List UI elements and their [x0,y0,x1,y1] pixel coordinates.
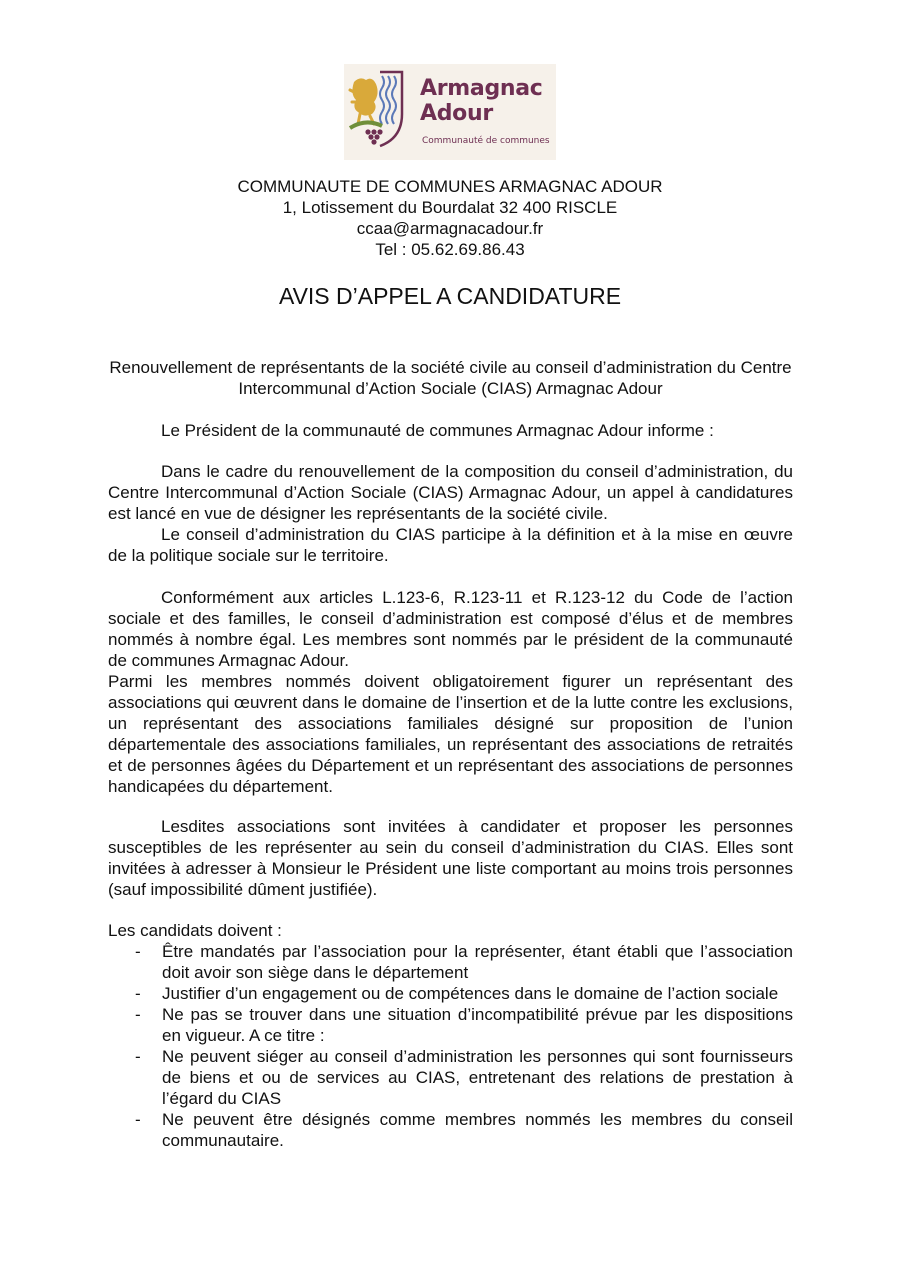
list-item: - Être mandatés par l’association pour la représenter, étant établi que l’association doit avoir son siège dans le département [108,941,793,983]
logo-wordmark [420,76,543,126]
logo-tagline: Communauté de communes [422,136,550,146]
list-item: - Justifier d’un engagement ou de compétences dans le domaine de l’action sociale [108,983,793,1004]
logo-name-line2: Adour [420,101,493,126]
candidates-heading: Les candidats doivent : [108,921,282,940]
intro-paragraph [108,420,793,441]
list-item: - Ne peuvent être désignés comme membres nommés les membres du conseil communautaire. [108,1109,793,1151]
paragraph-required-members: Parmi les membres nommés doivent obligatoirement figurer un représentant des associations qui œuvrent dans le domaine de l’insertion et de la lutte contre les exclusions, un représentant des associations familiales désigné sur proposition de l’union départementale des associations familiales, un représentant des associations de retraités et de personnes âgées du Département et un représentant des associations de personnes handicapées du département. [108,672,793,796]
paragraph-role: Le conseil d’administration du CIAS participe à la définition et à la mise en œuvre de la politique sociale sur le territoire. [108,525,793,565]
logo-name-line1: Armagnac [420,76,543,101]
lion-crest-icon [346,68,412,154]
organization-logo [344,64,556,160]
paragraph-articles: Conformément aux articles L.123-6, R.123-11 et R.123-12 du Code de l’action sociale et des familles, le conseil d’administration est composé d’élus et de membres nommés à nombre égal. Les membres sont nommés par le président de la communauté de communes Armagnac Adour. [108,588,793,670]
paragraph-invitation: Lesdites associations sont invitées à candidater et proposer les personnes susceptibles de les représenter au sein du conseil d’administration du CIAS. Elles sont invitées à adresser à Monsieur le Président une liste comportant au moins trois personnes (sauf impossibilité dûment justifiée). [108,817,793,899]
composition-section [108,587,793,797]
page-title: AVIS D’APPEL A CANDIDATURE [278,283,622,309]
organization-address: 1, Lotissement du Bourdalat 32 400 RISCLE [282,198,618,217]
candidates-list [108,941,793,1151]
organization-name: COMMUNAUTE DE COMMUNES ARMAGNAC ADOUR [237,177,663,196]
notice-subject: Renouvellement de représentants de la société civile au conseil d’administration du Centre Intercommunal d’Action Sociale (CIAS) Armagnac Adour [109,358,792,398]
context-section [108,461,793,566]
intro-text: Le Président de la communauté de communes Armagnac Adour informe : [161,421,714,440]
list-item: - Ne peuvent siéger au conseil d’administration les personnes qui sont fournisseurs de biens et ou de services au CIAS, entretenant des relations de prestation à l’égard du CIAS [108,1046,793,1109]
list-item: - Ne pas se trouver dans une situation d’incompatibilité prévue par les dispositions en vigueur. A ce titre : [108,1004,793,1046]
organization-email: ccaa@armagnacadour.fr [356,219,544,238]
organization-phone: Tel : 05.62.69.86.43 [375,240,525,259]
invitation-section [108,816,793,900]
candidates-section [108,920,793,1151]
paragraph-renewal: Dans le cadre du renouvellement de la composition du conseil d’administration, du Centre Intercommunal d’Action Sociale (CIAS) Armagnac Adour, un appel à candidatures est lancé en vue de désigner les représentants de la société civile. [108,462,793,523]
